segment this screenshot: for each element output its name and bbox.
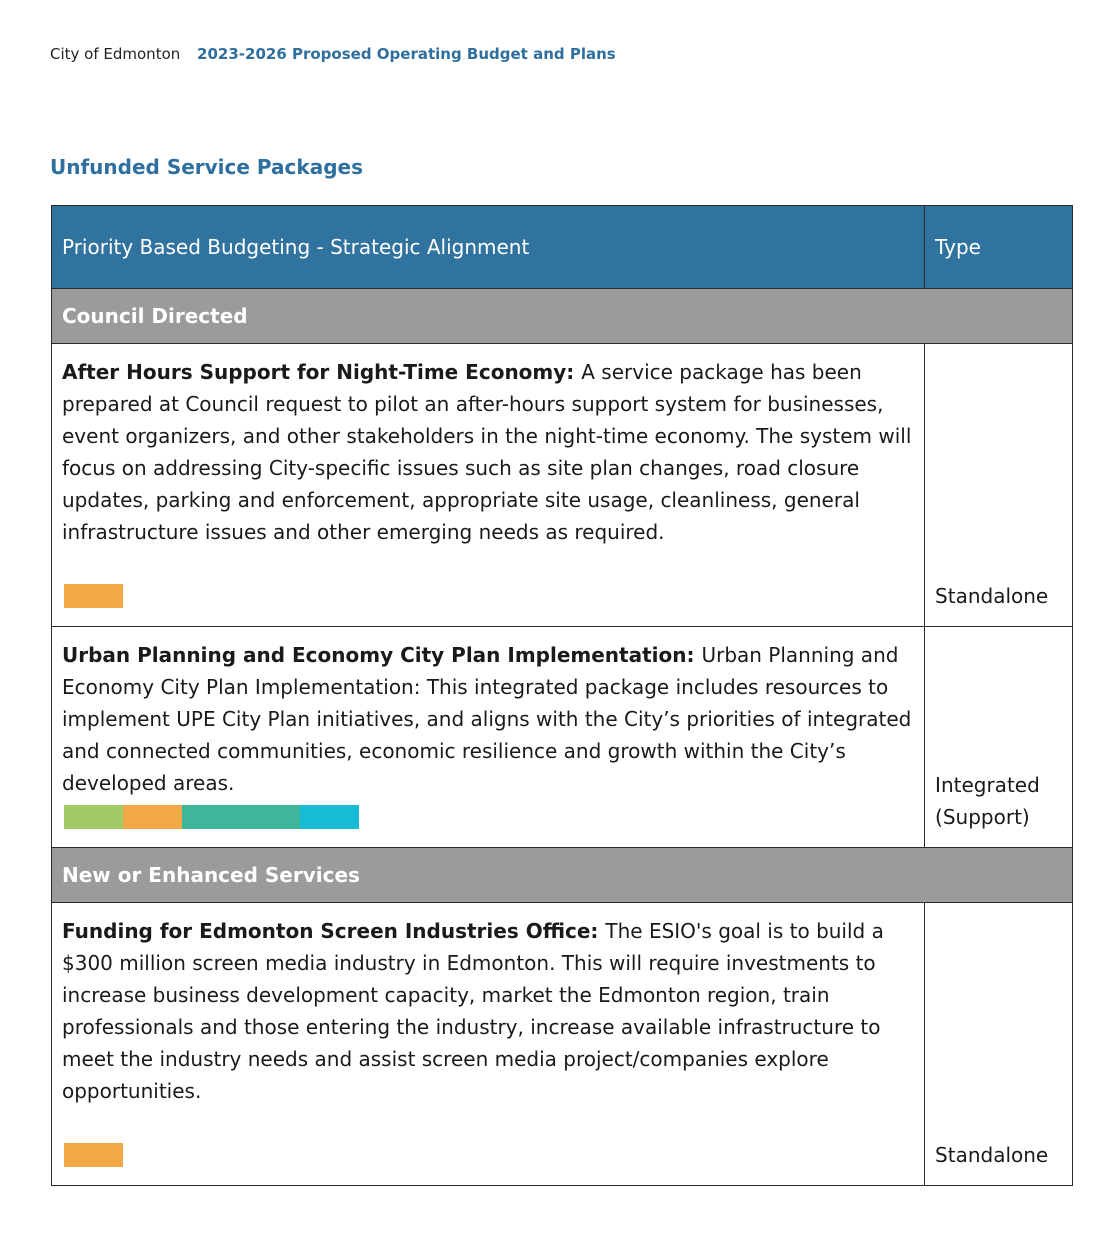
column-header-type: Type [925, 206, 1073, 289]
category-label: New or Enhanced Services [52, 848, 1073, 903]
item-description-cell [52, 627, 925, 848]
alignment-tag [123, 805, 182, 829]
category-row [52, 289, 1073, 344]
document-title: 2023-2026 Proposed Operating Budget and Plans [197, 45, 616, 63]
alignment-tag [64, 805, 123, 829]
item-description-cell [52, 344, 925, 627]
strategic-alignment-tags [64, 584, 914, 608]
alignment-tag [64, 584, 123, 608]
item-type: Integrated (Support) [925, 627, 1073, 848]
table-row [52, 903, 1073, 1186]
table-row [52, 627, 1073, 848]
item-title: Funding for Edmonton Screen Industries Office: [62, 919, 606, 943]
alignment-tag [241, 805, 300, 829]
item-type: Standalone [925, 344, 1073, 627]
table-row [52, 344, 1073, 627]
alignment-tag [182, 805, 241, 829]
service-packages-table [51, 205, 1073, 1186]
item-description: A service package has been prepared at Council request to pilot an after-hours support system for businesses, event organizers, and other stakeholders in the night-time economy. The system will focus on addressing City-specific issues such as site plan changes, road closure updates, parking and enforcement, appropriate site usage, cleanliness, general infrastructure issues and other emerging needs as required. [62, 360, 912, 544]
table-header-row [52, 206, 1073, 289]
document-header [50, 45, 616, 63]
item-description: Urban Planning and Economy City Plan Implementation: This integrated package includes resources to implement UPE City Plan initiatives, and aligns with the City’s priorities of integrated and connected communities, economic resilience and growth within the City’s developed areas. [62, 643, 912, 795]
category-label: Council Directed [52, 289, 1073, 344]
item-description: The ESIO's goal is to build a $300 million screen media industry in Edmonton. This will require investments to increase business development capacity, market the Edmonton region, train professionals and those entering the industry, increase available infrastructure to meet the industry needs and assist screen media project/companies explore opportunities. [62, 919, 884, 1103]
item-description-cell [52, 903, 925, 1186]
strategic-alignment-tags [64, 805, 914, 829]
organization-name: City of Edmonton [50, 45, 181, 63]
section-heading: Unfunded Service Packages [50, 155, 363, 179]
item-title: After Hours Support for Night-Time Economy: [62, 360, 582, 384]
column-header-alignment: Priority Based Budgeting - Strategic Alignment [52, 206, 925, 289]
item-title: Urban Planning and Economy City Plan Implementation: [62, 643, 702, 667]
strategic-alignment-tags [64, 1143, 914, 1167]
alignment-tag [64, 1143, 123, 1167]
category-row [52, 848, 1073, 903]
item-type: Standalone [925, 903, 1073, 1186]
alignment-tag [300, 805, 359, 829]
